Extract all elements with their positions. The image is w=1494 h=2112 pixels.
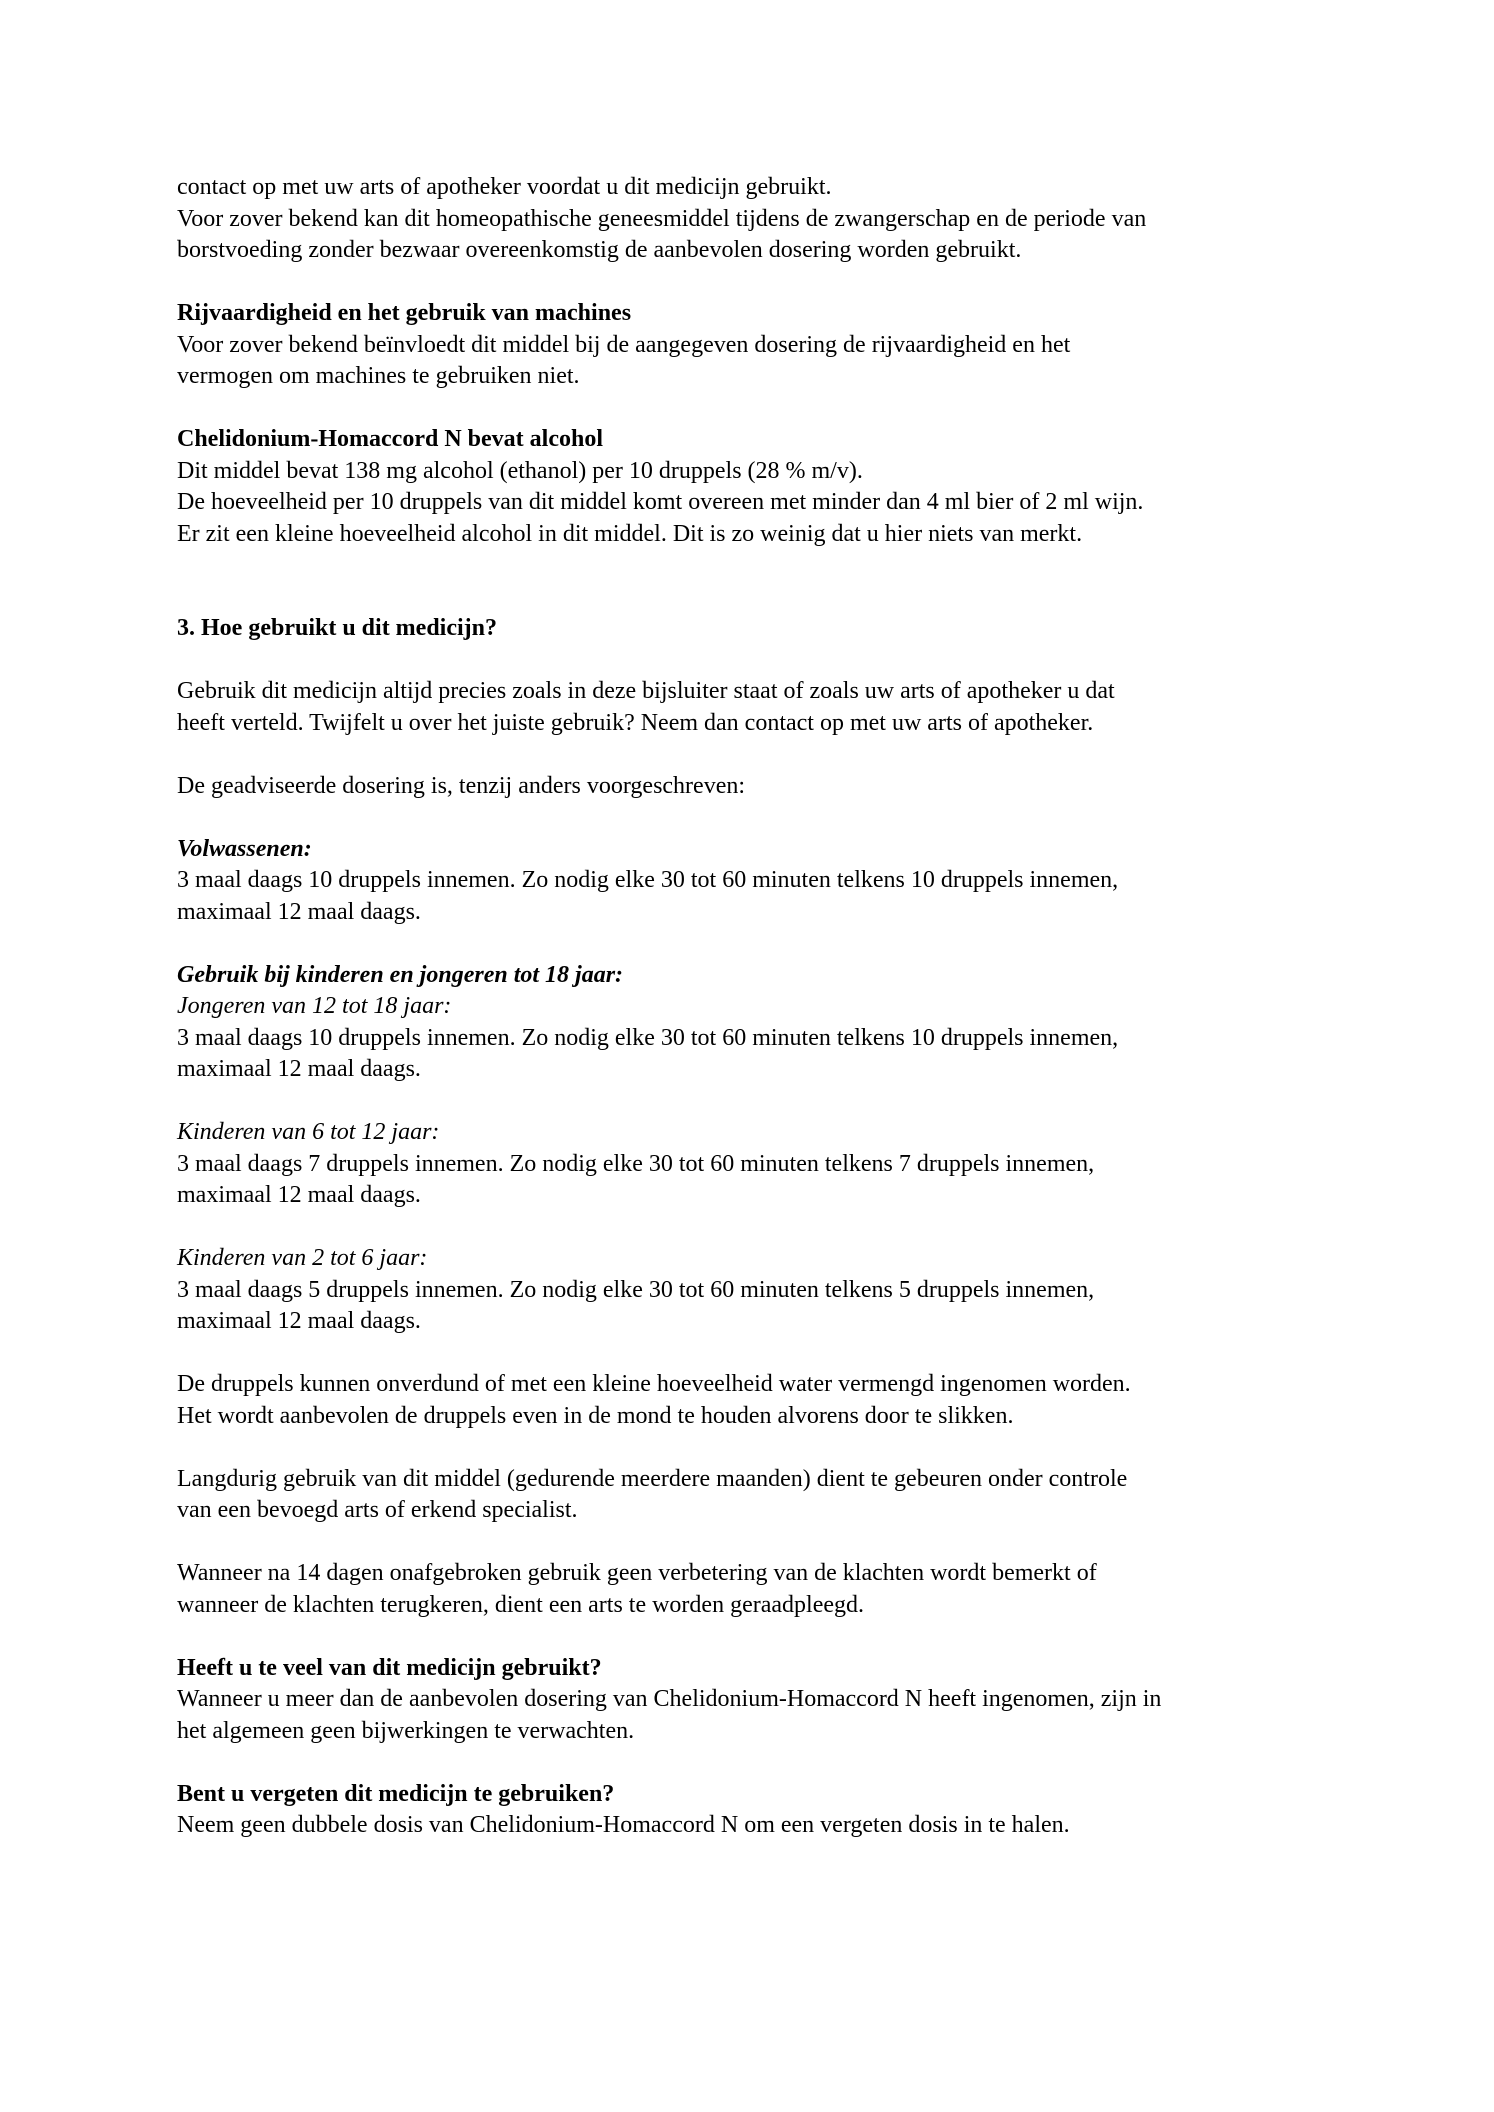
paragraph-children-2-6-dosage [177, 1275, 1324, 1338]
heading-adults [177, 834, 1324, 866]
text-line: Wanneer u meer dan de aanbevolen dosering van Chelidonium-Homaccord N heeft ingenomen, zijn in [177, 1686, 1162, 1712]
heading-driving-machines [177, 298, 1324, 330]
text-line: Er zit een kleine hoeveelheid alcohol in dit middel. Dit is zo weinig dat u hier niets van merkt. [177, 520, 1083, 547]
text-line: Kinderen van 2 tot 6 jaar: [177, 1245, 428, 1271]
paragraph-alcohol-content [177, 456, 1324, 551]
text-line: Neem geen dubbele dosis van Chelidonium-Homaccord N om een vergeten dosis in te halen. [177, 1812, 1070, 1838]
text-line: 3. Hoe gebruikt u dit medicijn? [177, 615, 498, 641]
text-line: 3 maal daags 10 druppels innemen. Zo nodig elke 30 tot 60 minuten telkens 10 druppels innemen, [177, 1024, 1119, 1051]
text-line: De hoeveelheid per 10 druppels van dit middel komt overeen met minder dan 4 ml bier of 2 ml wijn. [177, 489, 1144, 515]
text-line: maximaal 12 maal daags. [177, 1056, 421, 1082]
text-line: Voor zover bekend kan dit homeopathische geneesmiddel tijdens de zwangerschap en de periode van [177, 205, 1147, 232]
text-line: van een bevoegd arts of erkend specialist. [177, 1497, 578, 1523]
paragraph-pregnancy-advice [177, 172, 1324, 267]
text-line: Rijvaardigheid en het gebruik van machines [177, 300, 632, 326]
heading-contains-alcohol [177, 424, 1324, 456]
text-line: 3 maal daags 7 druppels innemen. Zo nodig elke 30 tot 60 minuten telkens 7 druppels innemen, [177, 1150, 1095, 1177]
text-line: maximaal 12 maal daags. [177, 898, 421, 925]
text-line: Langdurig gebruik van dit middel (gedurende meerdere maanden) dient te gebeuren onder controle [177, 1465, 1128, 1492]
heading-section-3-how-to-use [177, 613, 1324, 645]
text-line: De druppels kunnen onverdund of met een kleine hoeveelheid water vermengd ingenomen worden. [177, 1371, 1131, 1397]
text-line: vermogen om machines te gebruiken niet. [177, 363, 580, 389]
paragraph-adults-dosage [177, 865, 1324, 928]
text-line: 3 maal daags 10 druppels innemen. Zo nodig elke 30 tot 60 minuten telkens 10 druppels innemen, [177, 867, 1119, 893]
text-line: Kinderen van 6 tot 12 jaar: [177, 1119, 440, 1145]
text-line: Heeft u te veel van dit medicijn gebruikt? [177, 1654, 602, 1681]
label-children-2-6 [177, 1243, 1324, 1275]
text-line: maximaal 12 maal daags. [177, 1308, 421, 1334]
text-line: Het wordt aanbevolen de druppels even in de mond te houden alvorens door te slikken. [177, 1402, 1014, 1429]
text-line: borstvoeding zonder bezwaar overeenkomstig de aanbevolen dosering worden gebruikt. [177, 237, 1022, 263]
paragraph-children-6-12-dosage [177, 1149, 1324, 1212]
text-line: Gebruik dit medicijn altijd precies zoals in deze bijsluiter staat of zoals uw arts of apotheker u dat [177, 678, 1115, 704]
text-line: Volwassenen: [177, 835, 312, 862]
label-adolescents-12-18 [177, 991, 1324, 1023]
paragraph-usage-instructions [177, 676, 1324, 739]
heading-overdose [177, 1653, 1324, 1685]
text-line: Voor zover bekend beïnvloedt dit middel bij de aangegeven dosering de rijvaardigheid en het [177, 331, 1071, 358]
text-line: 3 maal daags 5 druppels innemen. Zo nodig elke 30 tot 60 minuten telkens 5 druppels innemen, [177, 1276, 1095, 1303]
paragraph-adolescents-dosage [177, 1023, 1324, 1086]
heading-children-and-adolescents [177, 960, 1324, 992]
paragraph-dosage-intro [177, 771, 1324, 803]
text-line: Chelidonium-Homaccord N bevat alcohol [177, 426, 603, 452]
text-line: wanneer de klachten terugkeren, dient een arts te worden geraadpleegd. [177, 1591, 864, 1618]
text-line: De geadviseerde dosering is, tenzij anders voorgeschreven: [177, 772, 746, 799]
text-line: Dit middel bevat 138 mg alcohol (ethanol) per 10 druppels (28 % m/v). [177, 457, 863, 484]
paragraph-missed-dose [177, 1810, 1324, 1842]
text-line: Gebruik bij kinderen en jongeren tot 18 jaar: [177, 961, 624, 988]
label-children-6-12 [177, 1117, 1324, 1149]
paragraph-long-term-use [177, 1464, 1324, 1527]
text-line: maximaal 12 maal daags. [177, 1182, 421, 1208]
paragraph-overdose [177, 1684, 1324, 1747]
text-line: het algemeen geen bijwerkingen te verwachten. [177, 1717, 635, 1744]
text-line: Bent u vergeten dit medicijn te gebruiken? [177, 1780, 615, 1807]
paragraph-driving-machines [177, 330, 1324, 393]
text-line: heeft verteld. Twijfelt u over het juiste gebruik? Neem dan contact op met uw arts of apotheker. [177, 709, 1094, 736]
heading-missed-dose [177, 1779, 1324, 1811]
text-line: contact op met uw arts of apotheker voordat u dit medicijn gebruikt. [177, 174, 832, 200]
text-line: Jongeren van 12 tot 18 jaar: [177, 993, 452, 1019]
text-line: Wanneer na 14 dagen onafgebroken gebruik geen verbetering van de klachten wordt bemerkt of [177, 1560, 1097, 1586]
paragraph-no-improvement [177, 1558, 1324, 1621]
paragraph-administration-advice [177, 1369, 1324, 1432]
